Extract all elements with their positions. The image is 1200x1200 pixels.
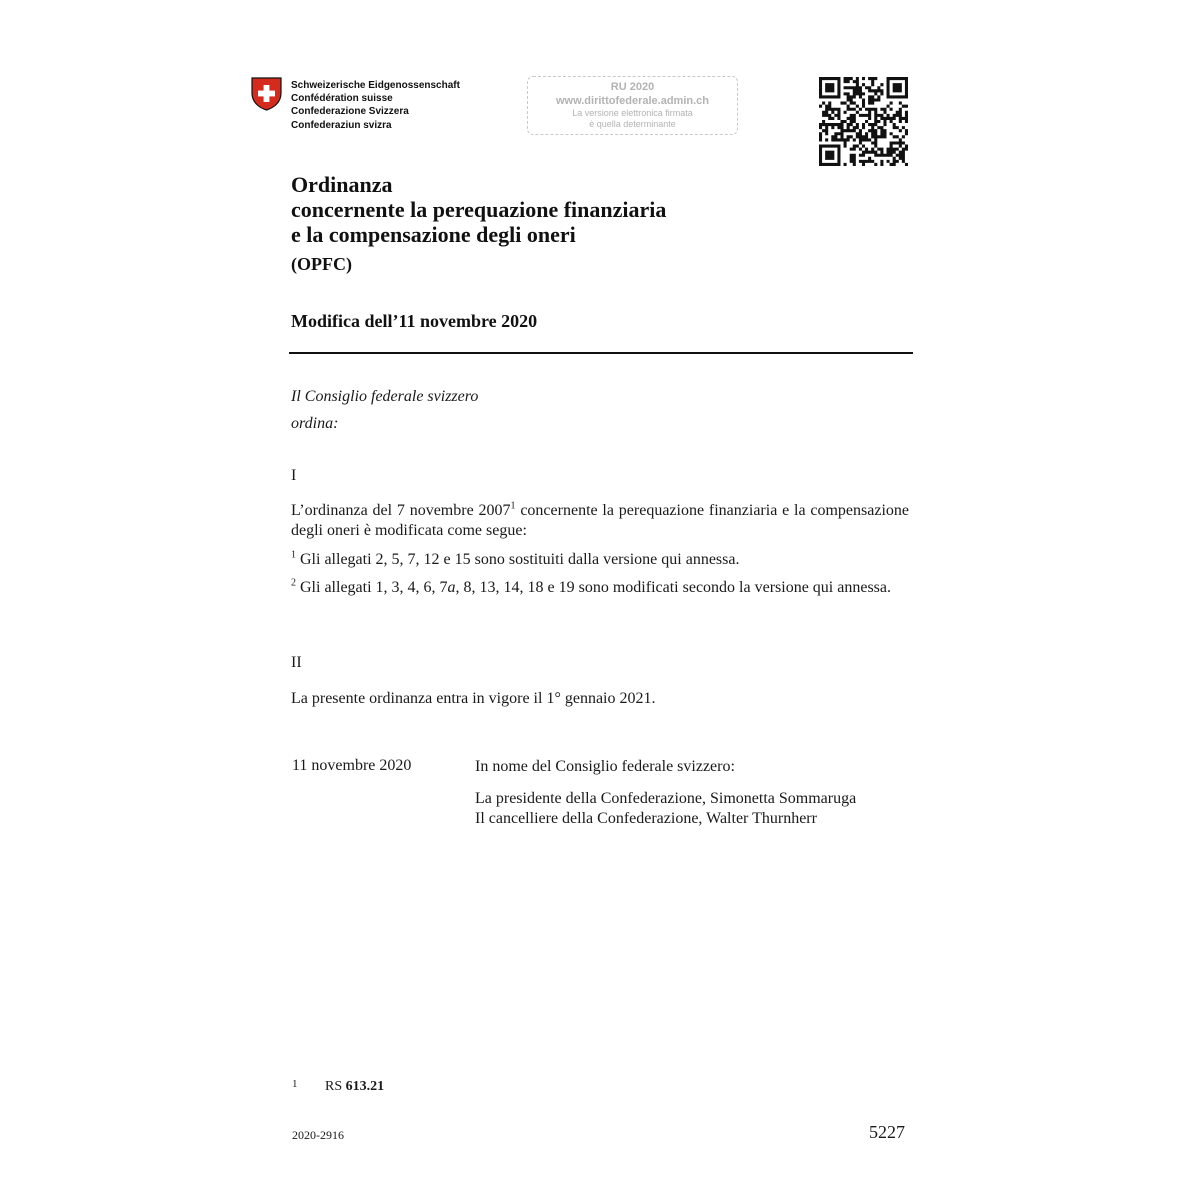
- confederation-name-rm: Confederaziun svizra: [291, 119, 392, 131]
- confederation-name-de: Schweizerische Eidgenossenschaft: [291, 80, 460, 91]
- confederation-names: [291, 79, 460, 132]
- title-line-3: e la compensazione degli oneri: [291, 222, 576, 247]
- item-number-1: 1: [291, 549, 296, 561]
- item-2-text-b: , 8, 13, 14, 18 e 19 sono modificati secondo la versione qui annessa.: [455, 579, 891, 596]
- document-title: [291, 172, 666, 247]
- section-heading-II: II: [291, 654, 302, 671]
- section-heading-I: I: [291, 467, 297, 484]
- confederation-name-it: Confederazione Svizzera: [291, 106, 409, 118]
- footnote-text: [325, 1079, 384, 1095]
- signature-on-behalf: In nome del Consiglio federale svizzero:: [475, 758, 735, 775]
- section-II-paragraph: La presente ordinanza entra in vigore il 1° gennaio 2021.: [291, 690, 656, 707]
- qr-code-icon: [819, 77, 908, 166]
- item-number-2: 2: [291, 577, 296, 589]
- modification-date-heading: Modifica dell’11 novembre 2020: [291, 311, 538, 331]
- page-number: 5227: [869, 1122, 905, 1142]
- swiss-coat-of-arms-icon: [251, 77, 282, 111]
- title-line-1: Ordinanza: [291, 172, 393, 197]
- footnote-ref-number: 613.21: [345, 1079, 385, 1094]
- title-line-2: concernente la perequazione finanziaria: [291, 197, 667, 222]
- document-identifier: 2020-2916: [292, 1128, 344, 1142]
- signature-president: La presidente della Confederazione, Simonetta Sommaruga: [475, 790, 857, 807]
- item-2-italic-letter: a: [447, 579, 456, 596]
- section-I-text-start: L’ordinanza del 7 novembre 2007: [291, 502, 511, 519]
- item-2-text-a: Gli allegati 1, 3, 4, 6, 7: [296, 579, 448, 596]
- horizontal-divider: [289, 352, 913, 354]
- preamble-ordains: ordina:: [291, 415, 339, 432]
- signature-names: [475, 789, 856, 829]
- footnote-reference[interactable]: 1: [510, 500, 516, 512]
- preamble: [291, 383, 478, 437]
- stamp-note-line1: La versione elettronica firmata: [572, 108, 693, 118]
- section-I-item-2: [291, 578, 909, 598]
- item-1-text: Gli allegati 2, 5, 7, 12 e 15 sono sostituiti dalla versione qui annessa.: [296, 551, 740, 568]
- signature-date: 11 novembre 2020: [292, 757, 412, 774]
- section-I-item-1: [291, 550, 909, 570]
- title-abbreviation: (OPFC): [291, 254, 352, 274]
- stamp-collection: RU 2020: [610, 81, 655, 93]
- section-I-paragraph: [291, 501, 909, 541]
- section-I-text-end: concernente la perequazione finanziaria e la compensazione degli oneri è modificata come segue:: [291, 502, 910, 539]
- preamble-authority: Il Consiglio federale svizzero: [291, 388, 479, 405]
- official-publication-stamp: [527, 76, 738, 135]
- footnote-prefix: RS: [325, 1079, 346, 1094]
- confederation-name-fr: Confédération suisse: [291, 93, 393, 105]
- signature-chancellor: Il cancelliere della Confederazione, Walter Thurnherr: [475, 810, 817, 827]
- stamp-note-line2: è quella determinante: [589, 119, 676, 129]
- footnote-number: 1: [292, 1078, 298, 1090]
- stamp-website: www.dirittofederale.admin.ch: [555, 95, 709, 107]
